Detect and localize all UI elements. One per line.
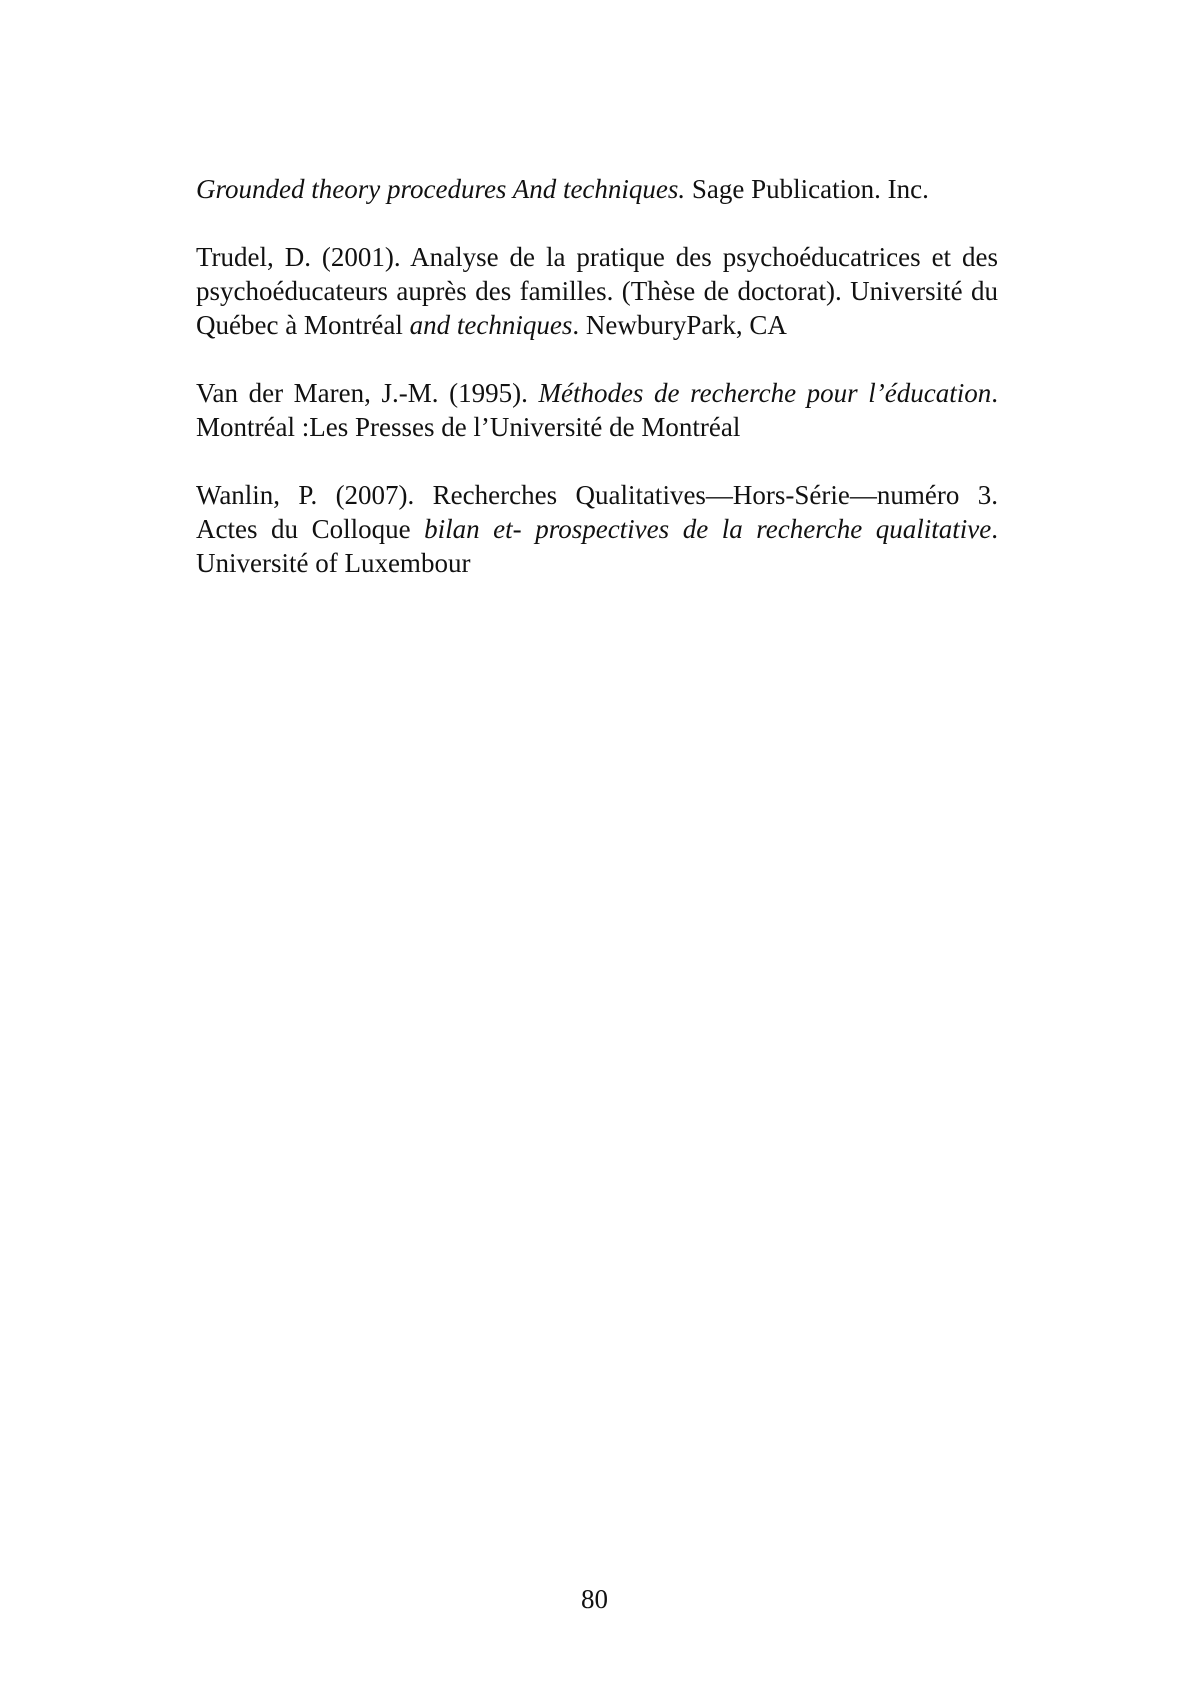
reference-list (196, 172, 998, 580)
reference-text: . Montréal :Les Presses de l’Université de Montréal (196, 378, 999, 442)
reference-text: Sage Publication. Inc. (685, 174, 929, 204)
reference-text: Van der Maren, J.-M. (1995). (196, 378, 539, 408)
reference-entry-van-der-maren (196, 376, 998, 444)
page-number: 80 (581, 1584, 608, 1614)
reference-text: . Université of Luxembour (196, 514, 998, 578)
reference-text: Trudel, D. (2001). Analyse de la pratique des psychoéducatrices et des psychoéducateurs auprès des familles. (Thèse de doctorat). Université du Québec à Montréal (196, 242, 998, 340)
reference-entry-trudel (196, 240, 998, 342)
reference-text-italic: Méthodes de recherche pour l’éducation (538, 378, 992, 408)
reference-text: . NewburyPark, CA (572, 310, 787, 340)
reference-text-italic: Grounded theory procedures And techniques. (196, 174, 686, 204)
reference-entry-wanlin (196, 478, 998, 580)
reference-entry-grounded-theory (196, 172, 998, 206)
reference-text: Wanlin, P. (2007). Recherches Qualitatives—Hors-Série—numéro 3. Actes du Colloque (196, 480, 998, 544)
reference-text-italic: and techniques (409, 310, 573, 340)
reference-text-italic: bilan et- prospectives de la recherche qualitative (424, 514, 992, 544)
